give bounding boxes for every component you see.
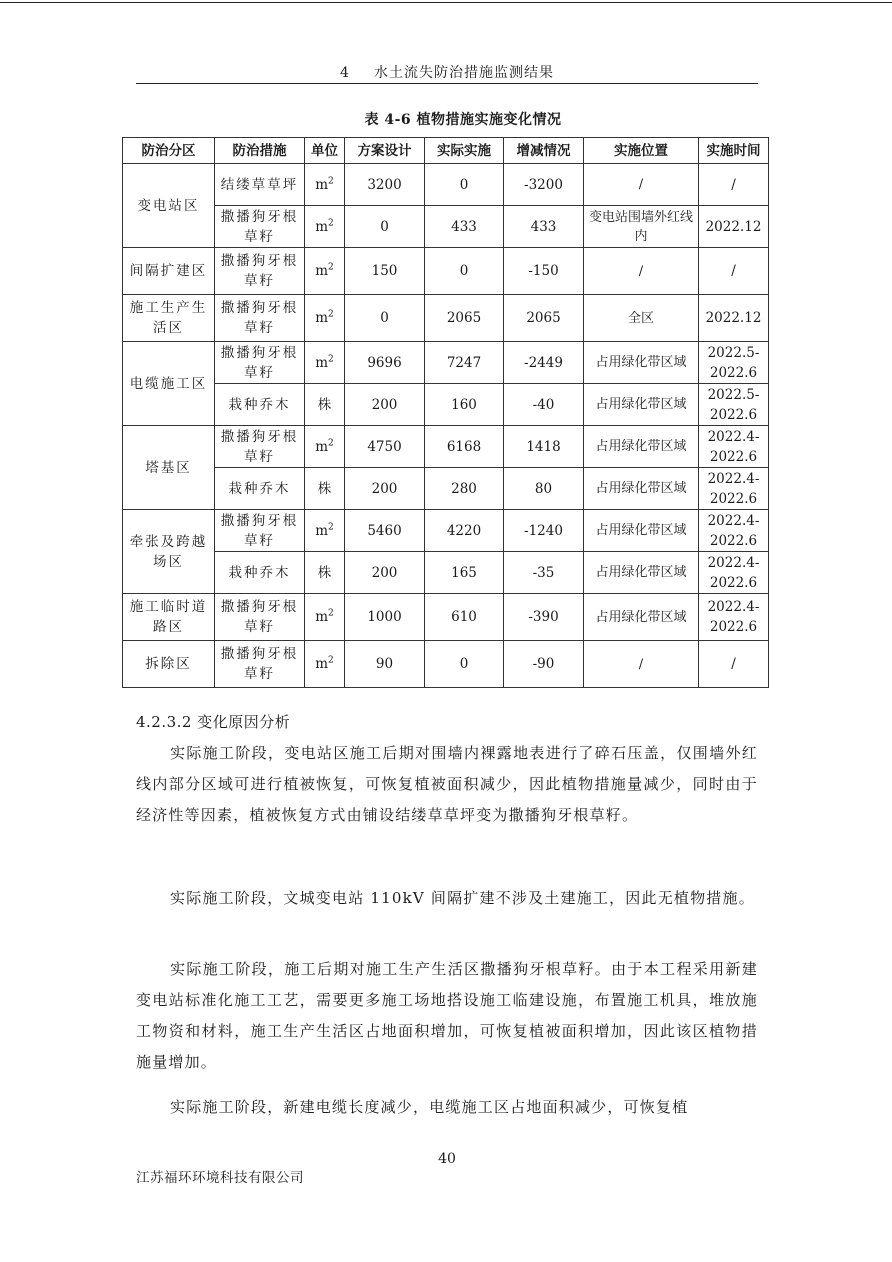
time-cell: 2022.4-2022.6 bbox=[699, 594, 769, 641]
section-heading: 4.2.3.2 变化原因分析 bbox=[136, 713, 291, 731]
table-row bbox=[123, 248, 769, 295]
unit-text: m bbox=[315, 176, 329, 193]
unit-superscript: 2 bbox=[328, 608, 334, 619]
design-cell: 0 bbox=[345, 206, 425, 248]
design-cell: 9696 bbox=[345, 342, 425, 384]
actual-cell: 0 bbox=[425, 164, 504, 206]
location-cell: / bbox=[584, 164, 699, 206]
unit-text: m bbox=[315, 263, 329, 279]
actual-cell: 280 bbox=[425, 468, 504, 510]
zone-cell: 塔基区 bbox=[123, 426, 215, 510]
table-row bbox=[123, 384, 769, 426]
col-header-time: 实施时间 bbox=[699, 138, 769, 164]
measure-cell: 撒播狗牙根草籽 bbox=[215, 594, 305, 641]
unit-text: 株 bbox=[317, 396, 332, 413]
measure-cell: 栽种乔木 bbox=[215, 384, 305, 426]
table-caption: 表 4-6 植物措施实施变化情况 bbox=[364, 112, 562, 128]
time-cell: 2022.5-2022.6 bbox=[699, 384, 769, 426]
change-cell: -40 bbox=[504, 384, 584, 426]
location-cell: / bbox=[584, 248, 699, 295]
unit-cell bbox=[305, 510, 345, 552]
time-cell: 2022.4-2022.6 bbox=[699, 510, 769, 552]
measure-cell: 栽种乔木 bbox=[215, 552, 305, 594]
unit-superscript: 2 bbox=[328, 655, 334, 666]
col-header-measure: 防治措施 bbox=[215, 138, 305, 164]
change-cell: -390 bbox=[504, 594, 584, 641]
change-cell: -150 bbox=[504, 248, 584, 295]
unit-cell bbox=[305, 342, 345, 384]
unit-cell bbox=[305, 641, 345, 688]
unit-text: m bbox=[315, 310, 329, 326]
change-cell: -1240 bbox=[504, 510, 584, 552]
actual-cell: 165 bbox=[425, 552, 504, 594]
location-cell: 占用绿化带区域 bbox=[584, 342, 699, 384]
unit-text: m bbox=[315, 438, 329, 455]
design-cell: 1000 bbox=[345, 594, 425, 641]
table-row bbox=[123, 342, 769, 384]
unit-superscript: 2 bbox=[328, 522, 334, 532]
actual-cell: 433 bbox=[425, 206, 504, 248]
chapter-title: 水土流失防治措施监测结果 bbox=[373, 65, 554, 81]
table-row bbox=[123, 468, 769, 510]
unit-superscript: 2 bbox=[328, 176, 334, 186]
unit-cell bbox=[305, 552, 345, 594]
unit-cell bbox=[305, 594, 345, 641]
location-cell: 占用绿化带区域 bbox=[584, 468, 699, 510]
unit-text: m bbox=[315, 522, 329, 539]
col-header-actual: 实际实施 bbox=[425, 138, 504, 164]
actual-cell: 0 bbox=[425, 641, 504, 688]
unit-text: m bbox=[315, 218, 329, 235]
unit-text: 株 bbox=[317, 564, 332, 581]
measure-cell: 撒播狗牙根草籽 bbox=[215, 342, 305, 384]
col-header-location: 实施位置 bbox=[584, 138, 699, 164]
measure-cell: 撒播狗牙根草籽 bbox=[215, 295, 305, 342]
time-cell: / bbox=[699, 641, 769, 688]
change-cell: -90 bbox=[504, 641, 584, 688]
actual-cell: 6168 bbox=[425, 426, 504, 468]
location-cell: 全区 bbox=[584, 295, 699, 342]
paragraph-3: 实际施工阶段，施工后期对施工生产生活区撒播狗牙根草籽。由于本工程采用新建变电站标准化施工工艺，需要更多施工场地搭设施工临建设施，布置施工机具，堆放施工物资和材料，施工生产生活区占地面积增加，可恢复植被面积增加，因此该区植物措施量增加。 bbox=[136, 960, 758, 1071]
time-cell: / bbox=[699, 248, 769, 295]
zone-cell: 施工生产生活区 bbox=[123, 295, 215, 342]
zone-cell: 间隔扩建区 bbox=[123, 248, 215, 295]
plant-measures-table bbox=[122, 137, 769, 688]
unit-cell bbox=[305, 295, 345, 342]
measure-cell: 撒播狗牙根草籽 bbox=[215, 426, 305, 468]
change-cell: -3200 bbox=[504, 164, 584, 206]
time-cell: / bbox=[699, 164, 769, 206]
col-header-change: 增减情况 bbox=[504, 138, 584, 164]
unit-cell bbox=[305, 468, 345, 510]
table-row bbox=[123, 594, 769, 641]
measure-cell: 栽种乔木 bbox=[215, 468, 305, 510]
actual-cell: 0 bbox=[425, 248, 504, 295]
actual-cell: 7247 bbox=[425, 342, 504, 384]
time-cell: 2022.4-2022.6 bbox=[699, 468, 769, 510]
time-cell: 2022.5-2022.6 bbox=[699, 342, 769, 384]
time-cell: 2022.4-2022.6 bbox=[699, 426, 769, 468]
measure-cell: 撒播狗牙根草籽 bbox=[215, 206, 305, 248]
zone-cell: 拆除区 bbox=[123, 641, 215, 688]
location-cell: 占用绿化带区域 bbox=[584, 384, 699, 426]
company-name: 江苏福环环境科技有限公司 bbox=[136, 1170, 304, 1186]
design-cell: 3200 bbox=[345, 164, 425, 206]
design-cell: 150 bbox=[345, 248, 425, 295]
col-header-design: 方案设计 bbox=[345, 138, 425, 164]
zone-cell: 变电站区 bbox=[123, 164, 215, 248]
zone-cell: 电缆施工区 bbox=[123, 342, 215, 426]
unit-superscript: 2 bbox=[328, 438, 334, 448]
unit-text: 株 bbox=[317, 480, 332, 497]
chapter-number: 4 bbox=[340, 65, 350, 81]
table-row bbox=[123, 426, 769, 468]
zone-cell: 施工临时道路区 bbox=[123, 594, 215, 641]
paragraph-4: 实际施工阶段，新建电缆长度减少，电缆施工区占地面积减少，可恢复植 bbox=[170, 1098, 689, 1116]
unit-cell bbox=[305, 248, 345, 295]
design-cell: 0 bbox=[345, 295, 425, 342]
unit-cell bbox=[305, 384, 345, 426]
unit-superscript: 2 bbox=[328, 354, 334, 364]
unit-superscript: 2 bbox=[328, 218, 334, 228]
unit-cell bbox=[305, 426, 345, 468]
table-row bbox=[123, 552, 769, 594]
table-row bbox=[123, 164, 769, 206]
unit-text: m bbox=[315, 656, 329, 672]
design-cell: 90 bbox=[345, 641, 425, 688]
change-cell: 1418 bbox=[504, 426, 584, 468]
running-header bbox=[136, 62, 758, 82]
unit-cell bbox=[305, 206, 345, 248]
table-row bbox=[123, 206, 769, 248]
change-cell: 433 bbox=[504, 206, 584, 248]
location-cell: 占用绿化带区域 bbox=[584, 510, 699, 552]
location-cell: 占用绿化带区域 bbox=[584, 426, 699, 468]
zone-cell: 牵张及跨越场区 bbox=[123, 510, 215, 594]
measure-cell: 撒播狗牙根草籽 bbox=[215, 248, 305, 295]
col-header-zone: 防治分区 bbox=[123, 138, 215, 164]
location-cell: 占用绿化带区域 bbox=[584, 594, 699, 641]
actual-cell: 4220 bbox=[425, 510, 504, 552]
header-rule bbox=[136, 83, 758, 84]
design-cell: 5460 bbox=[345, 510, 425, 552]
table-header-row bbox=[123, 138, 769, 164]
time-cell: 2022.12 bbox=[699, 206, 769, 248]
design-cell: 200 bbox=[345, 468, 425, 510]
measure-cell: 撒播狗牙根草籽 bbox=[215, 641, 305, 688]
paragraph-1: 实际施工阶段，变电站区施工后期对围墙内裸露地表进行了碎石压盖，仅围墙外红线内部分区域可进行植被恢复，可恢复植被面积减少，因此植物措施量减少，同时由于经济性等因素，植被恢复方式由铺设结缕草草坪变为撒播狗牙根草籽。 bbox=[136, 744, 758, 824]
unit-cell bbox=[305, 164, 345, 206]
location-cell: / bbox=[584, 641, 699, 688]
design-cell: 4750 bbox=[345, 426, 425, 468]
time-cell: 2022.4-2022.6 bbox=[699, 552, 769, 594]
design-cell: 200 bbox=[345, 552, 425, 594]
actual-cell: 2065 bbox=[425, 295, 504, 342]
time-cell: 2022.12 bbox=[699, 295, 769, 342]
page-top-rule bbox=[0, 2, 892, 3]
unit-superscript: 2 bbox=[328, 309, 334, 320]
location-cell: 占用绿化带区域 bbox=[584, 552, 699, 594]
change-cell: -2449 bbox=[504, 342, 584, 384]
table-row bbox=[123, 295, 769, 342]
actual-cell: 160 bbox=[425, 384, 504, 426]
unit-text: m bbox=[315, 609, 329, 625]
measure-cell: 结缕草草坪 bbox=[215, 164, 305, 206]
change-cell: 2065 bbox=[504, 295, 584, 342]
table-row bbox=[123, 641, 769, 688]
unit-superscript: 2 bbox=[328, 262, 334, 273]
change-cell: 80 bbox=[504, 468, 584, 510]
actual-cell: 610 bbox=[425, 594, 504, 641]
unit-text: m bbox=[315, 354, 329, 371]
page-number: 40 bbox=[438, 1151, 456, 1167]
measure-cell: 撒播狗牙根草籽 bbox=[215, 510, 305, 552]
location-cell: 变电站围墙外红线内 bbox=[584, 206, 699, 248]
paragraph-2: 实际施工阶段，文城变电站 110kV 间隔扩建不涉及土建施工，因此无植物措施。 bbox=[170, 889, 755, 907]
design-cell: 200 bbox=[345, 384, 425, 426]
change-cell: -35 bbox=[504, 552, 584, 594]
table-row bbox=[123, 510, 769, 552]
col-header-unit: 单位 bbox=[305, 138, 345, 164]
